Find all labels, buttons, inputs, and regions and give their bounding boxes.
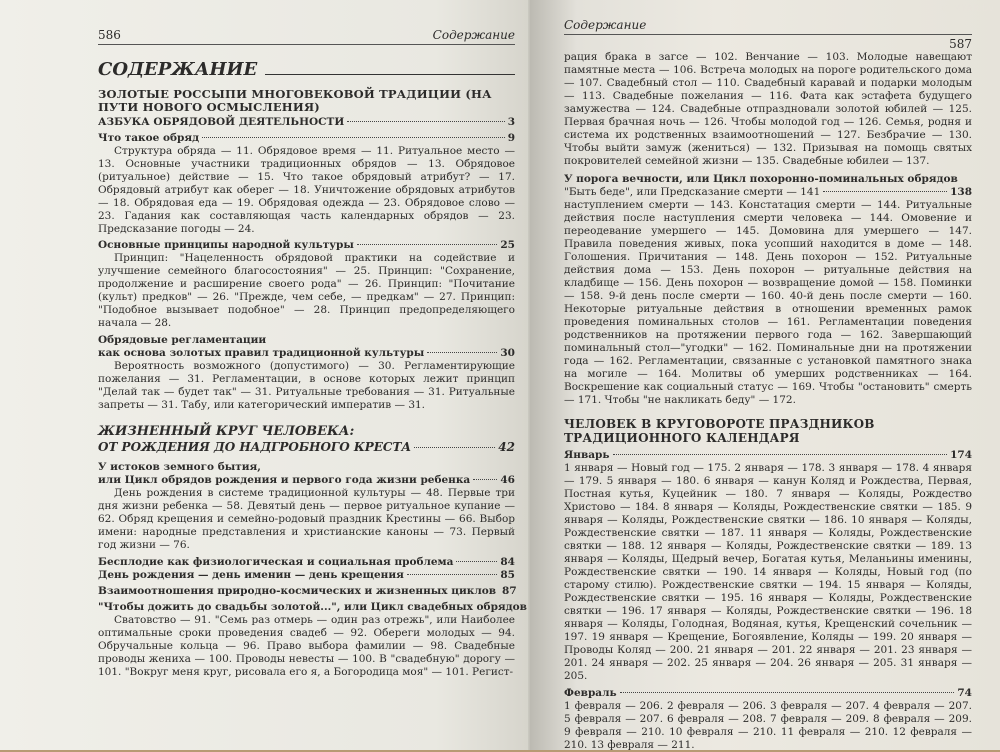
contents-heading — [98, 59, 515, 80]
section-title-2: ЖИЗНЕННЫЙ КРУГ ЧЕЛОВЕКА: — [98, 424, 355, 439]
toc-body-text: Принцип: "Нацеленность обрядовой практики на содействие и улучшение семейного благосостояния" — 25. Принцип: "Сохранение, продолжение и расширение своего рода" — 26. Принцип: "Почитание (культ) предков" — 26. "Прежде, чем себе, — предкам" — 27. Принцип: "Подобное вызывает подобное" — 28. Принцип предопределяющего начала — 28. — [98, 252, 515, 329]
toc-subheading: У порога вечности, или Цикл похоронно-поминальных обрядов — [564, 173, 958, 185]
toc-entry: как основа золотых правил традиционной культуры 30 — [98, 347, 515, 359]
watermark: © MYAR.by — [940, 4, 994, 14]
toc-body-text: рация брака в загсе — 102. Венчание — 103. Молодые навещают памятные места — 106. Встреча молодых на пороге родительского дома — 107. Свадебный стол — 110. Свадебный каравай и подарки молодым — 113. Свадебные пожелания — 116. Фата как эстафета будущего замужества — 124. Свадебные отпраздновали золотой юбилей — 125. Первая брачная ночь — 126. Чтобы молодой год — 126. Семья, родня и система их родственных взаимоотношений — 127. Безбрачие — 130. Чтобы выйти замуж (жениться) — 132. Призывая на помощь святых покровителей семейной жизни — 135. Свадебные юбилеи — 137. — [564, 51, 972, 167]
toc-body-text: Вероятность возможного (допустимого) — 30. Регламентирующие пожелания — 31. Регламентации, в основе которых лежит принцип "Делай так — будет так" — 31. Ритуальные требования — 31. Ритуальные запреты — 31. Табу, или категорический императив — 31. — [98, 360, 515, 411]
toc-body-text: 1 января — Новый год — 175. 2 января — 178. 3 января — 178. 4 января — 179. 5 января — 180. 6 января — канун Коляд и Рождества, Первая, Постная кутья, Куцейник — 180. 7 января — Коляды, Рождество Христово — 184. 8 января — Коляды, Рождественские святки — 185. 9 января — Коляды, Рождественские святки — 186. 10 января — Коляды, Рождественские святки — 187. 11 января — Коляды, Рождественские святки — 188. 12 января — Коляды, Рождественские святки — 189. 13 января — Коляды, Щедрый вечер, Богатая кутья, Меланьины именины, Рождественские святки — 190. 14 января — Коляды, Новый год (по старому стилю). Рождественские святки — 194. 15 января — Коляды, Рождественские святки — 195. 16 января — Коляды, Рождественские святки — 196. 17 января — Коляды, Рождественские святки — 196. 18 января — Коляды, Голодная, Водяная, кутья, Крещенский сочельник — 197. 19 января — Крещение, Богоявление, Коляды — 199. 20 января — Проводы Коляд — 200. 21 января — 201. 22 января — 201. 23 января — 201. 24 января — 202. 25 января — 204. 26 января — 205. 31 января — 205. — [564, 462, 972, 682]
toc-body-text: наступлением смерти — 143. Констатация смерти — 144. Ритуальные действия после наступления смерти человека — 144. Омовение и переодевание умершего — 145. Домовина для умершего — 147. Правила поведения живых, пока усопший находится в доме — 148. Голошения. Причитания — 148. День похорон — 152. Ритуальные действия дома — 153. День похорон — ритуальные действия на кладбище — 156. День похорон — возвращение домой — 158. Поминки — 158. 9-й день после смерти — 160. 40-й день после смерти — 160. Некоторые ритуальные действия в отношении временных рамок проведения поминальных столов — 161. Регламентации поведения родственников на протяжении первого года — 162. Завершающий поминальный стол—"угодки" — 162. Поминальные дни на протяжении года — 162. Регламентации, связанные с установкой памятного знака на могиле — 164. Молитвы об умерших родственниках — 164. Воскрешение как социальный статус — 169. Чтобы "остановить" смерть — 171. Чтобы "не накликать беду" — 172. — [564, 199, 972, 406]
left-running-head — [98, 28, 515, 45]
toc-entry: Что такое обряд 9 — [98, 132, 515, 144]
left-page-number: 586 — [98, 28, 121, 42]
toc-subheading: У истоков земного бытия, — [98, 461, 261, 473]
left-running-title: Содержание — [432, 28, 515, 42]
toc-entry: "Быть беде", или Предсказание смерти — 141 138 — [564, 186, 972, 198]
toc-entry: АЗБУКА ОБРЯДОВОЙ ДЕЯТЕЛЬНОСТИ 3 — [98, 116, 515, 128]
toc-entry: "Чтобы дожить до свадьбы золотой...", или Цикл свадебных обрядов — [98, 601, 527, 613]
toc-body-text: Структура обряда — 11. Обрядовое время — 11. Ритуальное место — 13. Основные участники традиционных обрядов — 13. Обрядовое (ритуальное) действие — 15. Что такое обрядовый атрибут? — 17. Обрядовый атрибут как оберег — 18. Уничтожение обрядовых атрибутов — 18. Обрядовая еда — 19. Обрядовая одежда — 23. Обрядовое слово — 23. Гадания как составляющая часть календарных обрядов — 23. Предсказание погоды — 24. — [98, 145, 515, 235]
right-page — [530, 0, 1000, 750]
toc-body-text: 1 февраля — 206. 2 февраля — 206. 3 февраля — 207. 4 февраля — 207. 5 февраля — 207. 6 февраля — 208. 7 февраля — 209. 8 февраля — 209. 9 февраля — 210. 10 февраля — 210. 11 февраля — 210. 12 февраля — 210. 13 февраля — 211. — [564, 700, 972, 751]
right-page-number: 587 — [949, 37, 972, 51]
toc-entry: Взаимоотношения природно-космических и жизненных циклов 87 — [98, 585, 517, 597]
right-running-head — [564, 18, 972, 35]
right-running-title: Содержание — [564, 18, 647, 32]
toc-entry: Февраль 74 — [564, 687, 972, 699]
section-title-1: ЗОЛОТЫЕ РОССЫПИ МНОГОВЕКОВОЙ ТРАДИЦИИ (НА ПУТИ НОВОГО ОСМЫСЛЕНИЯ) — [98, 87, 492, 114]
toc-body-text: День рождения в системе традиционной культуры — 48. Первые три дня жизни ребенка — 58. Девятый день — первое ритуальное купание — 62. Обряд крещения и семейно-родовый праздник Крестины — 66. Выбор имени: народные представления и христианские каноны — 73. Первый год жизни — 76. — [98, 487, 515, 551]
toc-entry: День рождения — день именин — день крещения 85 — [98, 569, 515, 581]
toc-entry: Основные принципы народной культуры 25 — [98, 239, 515, 251]
toc-subheading: Обрядовые регламентации — [98, 334, 267, 346]
toc-entry: или Цикл обрядов рождения и первого года жизни ребенка 46 — [98, 474, 515, 486]
toc-entry: ОТ РОЖДЕНИЯ ДО НАДГРОБНОГО КРЕСТА 42 — [98, 440, 515, 454]
section-title-3: ЧЕЛОВЕК В КРУГОВОРОТЕ ПРАЗДНИКОВ ТРАДИЦИОННОГО КАЛЕНДАРЯ — [564, 417, 875, 445]
toc-body-text: Сватовство — 91. "Семь раз отмерь — один раз отрежь", или Наиболее оптимальные сроки проведения свадеб — 92. Обереги молодых — 94. Обручальные кольца — 96. Право выбора фамилии — 98. Свадебные проводы жениха — 100. Проводы невесты — 100. В "свадебную" дорогу — 101. "Вокруг меня круг, рисовала его я, а Богородица моя" — 101. Регист- — [98, 614, 515, 678]
toc-entry: Январь 174 — [564, 449, 972, 461]
contents-heading-text: СОДЕРЖАНИЕ — [98, 59, 258, 80]
toc-entry: Бесплодие как физиологическая и социальная проблема 84 — [98, 556, 515, 568]
